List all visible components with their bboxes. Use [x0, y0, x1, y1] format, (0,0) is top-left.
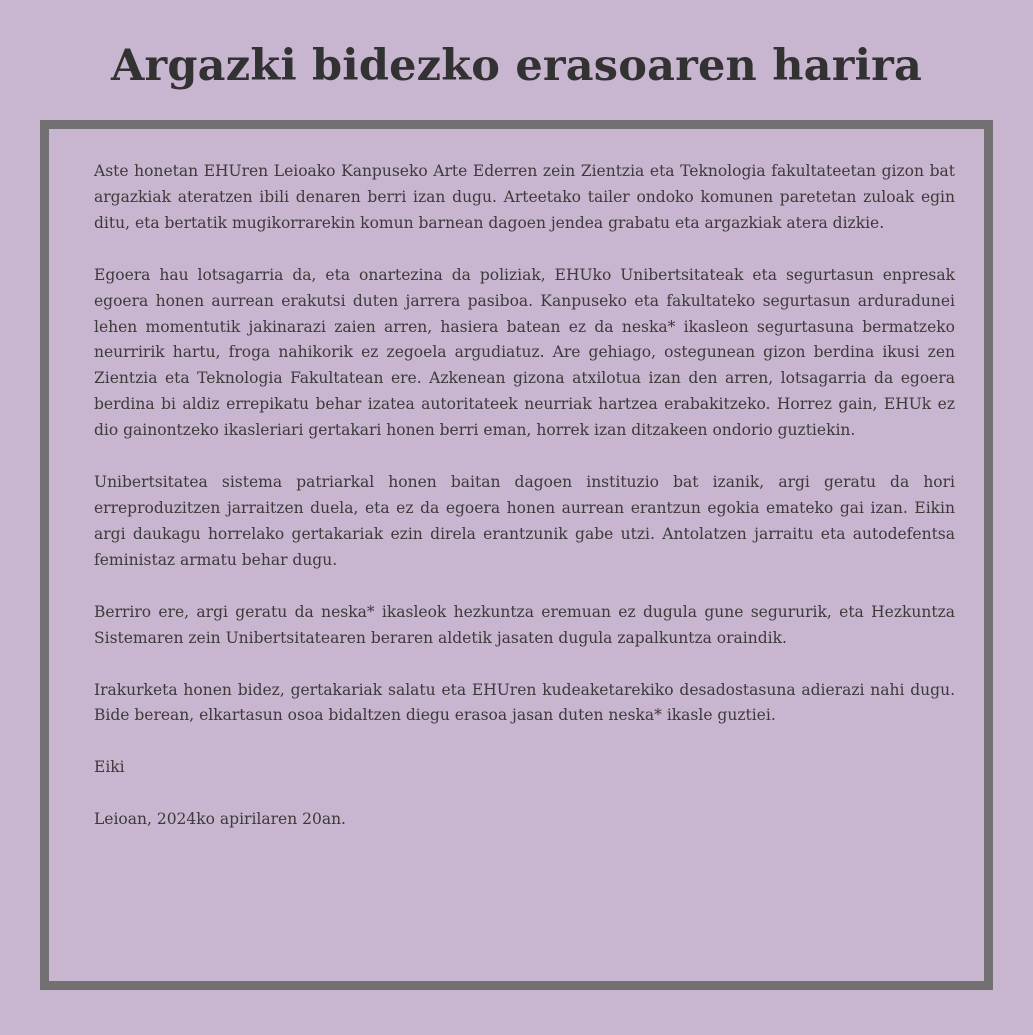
statement-body	[94, 159, 955, 859]
page-title: Argazki bidezko erasoaren harira	[110, 41, 923, 91]
paragraph-5: Irakurketa honen bidez, gertakariak salatu eta EHUren kudeaketarekiko desadostasuna adierazi nahi dugu. Bide berean, elkartasun osoa bidaltzen diegu erasoa jasan duten neska* ikasle guztiei.	[94, 680, 955, 725]
signature: Eiki	[94, 758, 125, 777]
paragraph-1: Aste honetan EHUren Leioako Kanpuseko Arte Ederren zein Zientzia eta Teknologia fakultateetan gizon bat argazkiak ateratzen ibili denaren berri izan dugu. Arteetako tailer ondoko komunen paretetan zuloak egin ditu, eta bertatik mugikorrarekin komun barnean dagoen jendea grabatu eta argazkiak atera dizkie.	[94, 162, 955, 232]
paragraph-3: Unibertsitatea sistema patriarkal honen baitan dagoen instituzio bat izanik, argi geratu da hori erreproduzitzen jarraitzen duela, eta ez da egoera honen aurrean erantzun egokia emateko gai izan. Eikin argi daukagu horrelako gertakariak ezin direla erantzunik gabe utzi. Antolatzen jarraitu eta autodefentsa feministaz armatu behar dugu.	[94, 473, 955, 569]
paragraph-4: Berriro ere, argi geratu da neska* ikasleok hezkuntza eremuan ez dugula gune segururik, eta Hezkuntza Sistemaren zein Unibertsitatearen beraren aldetik jasaten dugula zapalkuntza oraindik.	[94, 602, 955, 647]
place-date: Leioan, 2024ko apirilaren 20an.	[94, 810, 346, 829]
paragraph-2: Egoera hau lotsagarria da, eta onartezina da poliziak, EHUko Unibertsitateak eta segurtasun enpresak egoera honen aurrean erakutsi duten jarrera pasiboa. Kanpuseko eta fakultateko segurtasun arduradunei lehen momentutik jakinarazi zaien arren, hasiera batean ez da neska* ikasleon segurtasuna bermatzeko neurririk hartu, froga nahikorik ez zegoela argudiatuz. Are gehiago, ostegunean gizon berdina ikusi zen Zientzia eta Teknologia Fakultatean ere. Azkenean gizona atxilotua izan den arren, lotsagarria da egoera berdina bi aldiz errepikatu behar izatea autoritateek neurriak hartzea erabakitzeko. Horrez gain, EHUk ez dio gainontzeko ikasleriari gertakari honen berri eman, horrek izan ditzakeen ondorio guztiekin.	[94, 265, 955, 440]
statement-frame	[40, 120, 993, 990]
